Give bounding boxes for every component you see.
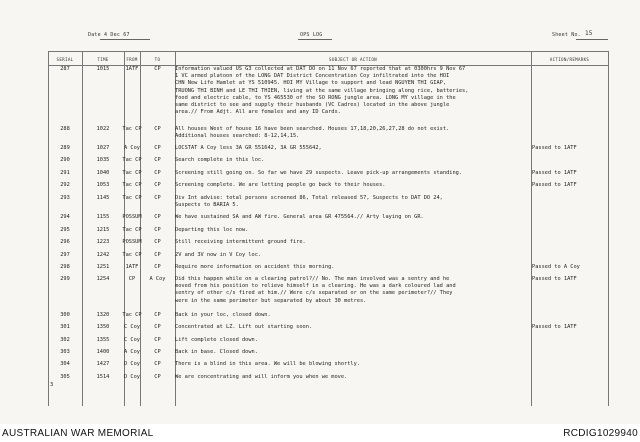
time-cell: 1350: [96, 324, 110, 330]
serial-cell: 293: [60, 195, 70, 201]
time-cell: 1355: [96, 337, 110, 343]
time-cell: 1040: [96, 170, 110, 176]
to-cell: CP: [154, 349, 161, 355]
time-cell: 1320: [96, 312, 110, 318]
sheet-label: Sheet No.: [552, 32, 581, 38]
from-cell: Tac CP: [122, 252, 142, 258]
from-cell: 1ATF: [125, 264, 139, 270]
trailing-mark: 3: [50, 382, 54, 388]
time-cell: 1015: [96, 66, 110, 72]
subject-cell: LOCSTAT A Coy less 3A GR 551642, 3A GR 555642,: [175, 145, 322, 151]
from-cell: POSSUM: [122, 239, 142, 245]
to-cell: CP: [154, 126, 161, 132]
serial-cell: 289: [60, 145, 70, 151]
subject-cell: There is a blind in this area. We will be blowing shortly.: [175, 361, 360, 367]
col-header-serial: SERIAL: [56, 56, 74, 62]
from-cell: C Coy: [124, 324, 140, 330]
subject-cell: Div Int advise: total persons screened 86, Total released 57, Suspects to DAT DO 24, Suspects to BARIA 5.: [175, 195, 443, 209]
time-cell: 1514: [96, 374, 110, 380]
time-cell: 1215: [96, 227, 110, 233]
from-cell: C Coy: [124, 337, 140, 343]
table-top-border: [48, 51, 608, 52]
time-cell: 1427: [96, 361, 110, 367]
to-cell: CP: [154, 312, 161, 318]
serial-cell: 292: [60, 182, 70, 188]
to-cell: CP: [154, 182, 161, 188]
col-header-from: FROM: [126, 56, 138, 62]
to-cell: CP: [154, 227, 161, 233]
from-cell: A Coy: [124, 349, 140, 355]
time-cell: 1242: [96, 252, 110, 258]
action-cell: Passed to A Coy: [532, 264, 580, 270]
from-cell: A Coy: [124, 145, 140, 151]
to-cell: CP: [154, 264, 161, 270]
from-cell: Tac CP: [122, 157, 142, 163]
to-cell: CP: [154, 195, 161, 201]
time-cell: 1223: [96, 239, 110, 245]
from-cell: Tac CP: [122, 126, 142, 132]
col-header-to: TO: [154, 56, 161, 62]
from-cell: D Coy: [124, 374, 140, 380]
date-label: Date: [88, 32, 101, 38]
from-cell: CP: [128, 276, 136, 282]
serial-cell: 297: [60, 252, 70, 258]
serial-cell: 301: [60, 324, 70, 330]
serial-cell: 288: [60, 126, 70, 132]
subject-cell: Did this happen while on a clearing patrol?// No. The man involved was a sentry and he moved from his position to relieve himself in a clearing. He was a dark coloured lad and sentry of other c/s fired at him.// Were c/s separated or on the same perimeter?// They were in the same perimeter but separated by about 30 metres.: [175, 276, 456, 304]
subject-cell: Lift complete closed down.: [175, 337, 258, 343]
from-cell: Tac CP: [122, 227, 142, 233]
to-cell: CP: [154, 324, 161, 330]
subject-cell: All houses West of house 16 have been searched. Houses 17,18,20,26,27,28 do not exist. Additional houses searched: 8-12,14,15.: [175, 126, 450, 140]
col-header-time: TIME: [97, 56, 109, 62]
sheet-number: 15: [585, 30, 593, 37]
serial-cell: 300: [60, 312, 70, 318]
serial-cell: 296: [60, 239, 70, 245]
subject-cell: Back in your loc, closed down.: [175, 312, 271, 318]
from-cell: 1ATF: [125, 66, 139, 72]
archive-footer: [0, 424, 640, 442]
from-cell: Tac CP: [122, 312, 142, 318]
to-cell: CP: [154, 252, 161, 258]
title-underline: [298, 39, 332, 40]
subject-cell: Information valued US G3 collected at DAT DO on 11 Nov 67 reported that at 0300hrs 9 Nov 67 1 VC armed platoon of the LONG DAT District Concentration Coy infiltrated into the HOI CHN New Life Hamlet at YS 510945. HOI MY Village to support and lead NGUYEN THI GIAP, TRUONG THI BINH and LE THI THIEN, living at the same village bringing along rice, batteries, food and electric cable, to YS 465530 of the SO RONG jungle area. LONG MY village in the same district to see and supply their husbands (VC Cadres) located in the above jungle area.// From Adjt. All are females and any ID Cards.: [175, 66, 469, 116]
serial-cell: 304: [60, 361, 70, 367]
log-title: OPS LOG: [300, 32, 323, 38]
subject-cell: Require more information on accident this morning.: [175, 264, 335, 270]
time-cell: 1251: [96, 264, 110, 270]
serial-cell: 291: [60, 170, 70, 176]
subject-cell: Screening still going on. So far we have 29 suspects. Leave pick-up arrangements standing.: [175, 170, 463, 176]
subject-cell: We have sustained SA and AW fire. General area GR 475564.// Arty laying on GR.: [175, 214, 424, 220]
subject-cell: We are concentrating and will inform you when we move.: [175, 374, 348, 380]
action-cell: Passed to 1ATF: [532, 170, 577, 176]
to-cell: CP: [154, 145, 161, 151]
archive-name: AUSTRALIAN WAR MEMORIAL: [2, 428, 154, 439]
subject-cell: Search complete in this loc.: [175, 157, 265, 163]
to-cell: CP: [154, 66, 161, 72]
time-cell: 1155: [96, 214, 110, 220]
time-cell: 1400: [96, 349, 110, 355]
subject-cell: Still receiving intermittent ground fire.: [175, 239, 306, 245]
to-cell: CP: [154, 170, 161, 176]
date-underline: [100, 39, 150, 40]
time-cell: 1254: [96, 276, 110, 282]
time-cell: 1053: [96, 182, 110, 188]
col-header-subject: SUBJECT OR ACTION: [329, 56, 377, 62]
serial-cell: 305: [60, 374, 70, 380]
subject-cell: Back in base. Closed down.: [175, 349, 258, 355]
to-cell: CP: [154, 337, 161, 343]
action-cell: Passed to 1ATF: [532, 324, 577, 330]
col-header-action: ACTION/REMARKS: [549, 56, 590, 62]
time-cell: 1145: [96, 195, 110, 201]
time-cell: 1035: [96, 157, 110, 163]
from-cell: Tac CP: [122, 182, 142, 188]
col-border: [531, 51, 532, 406]
time-cell: 1027: [96, 145, 110, 151]
to-cell: CP: [154, 374, 161, 380]
subject-cell: 2V and 3V now in V Coy loc.: [175, 252, 262, 258]
serial-cell: 287: [60, 66, 70, 72]
serial-cell: 302: [60, 337, 70, 343]
from-cell: Tac CP: [122, 170, 142, 176]
subject-cell: Screening complete. We are letting people go back to their houses.: [175, 182, 386, 188]
from-cell: POSSUM: [122, 214, 142, 220]
action-cell: Passed to 1ATF: [532, 145, 577, 151]
sheet-underline: [576, 39, 608, 40]
to-cell: CP: [154, 239, 161, 245]
subject-cell: Concentrated at LZ. Lift out starting soon.: [175, 324, 313, 330]
from-cell: Tac CP: [122, 195, 142, 201]
archive-reference: RCDIG1029940: [563, 428, 638, 439]
serial-cell: 303: [60, 349, 70, 355]
time-cell: 1022: [96, 126, 110, 132]
action-cell: Passed to 1ATF: [532, 182, 577, 188]
to-cell: CP: [154, 361, 161, 367]
to-cell: CP: [154, 157, 161, 163]
serial-cell: 299: [60, 276, 70, 282]
to-cell: CP: [154, 214, 161, 220]
to-cell: A Coy: [149, 276, 166, 282]
serial-cell: 298: [60, 264, 70, 270]
date-value: 4 Dec 67: [104, 32, 130, 38]
col-border: [608, 51, 609, 406]
from-cell: D Coy: [124, 361, 140, 367]
serial-cell: 295: [60, 227, 70, 233]
serial-cell: 294: [60, 214, 70, 220]
action-cell: Passed to 1ATF: [532, 276, 577, 282]
subject-cell: Departing this loc now.: [175, 227, 249, 233]
serial-cell: 290: [60, 157, 70, 163]
